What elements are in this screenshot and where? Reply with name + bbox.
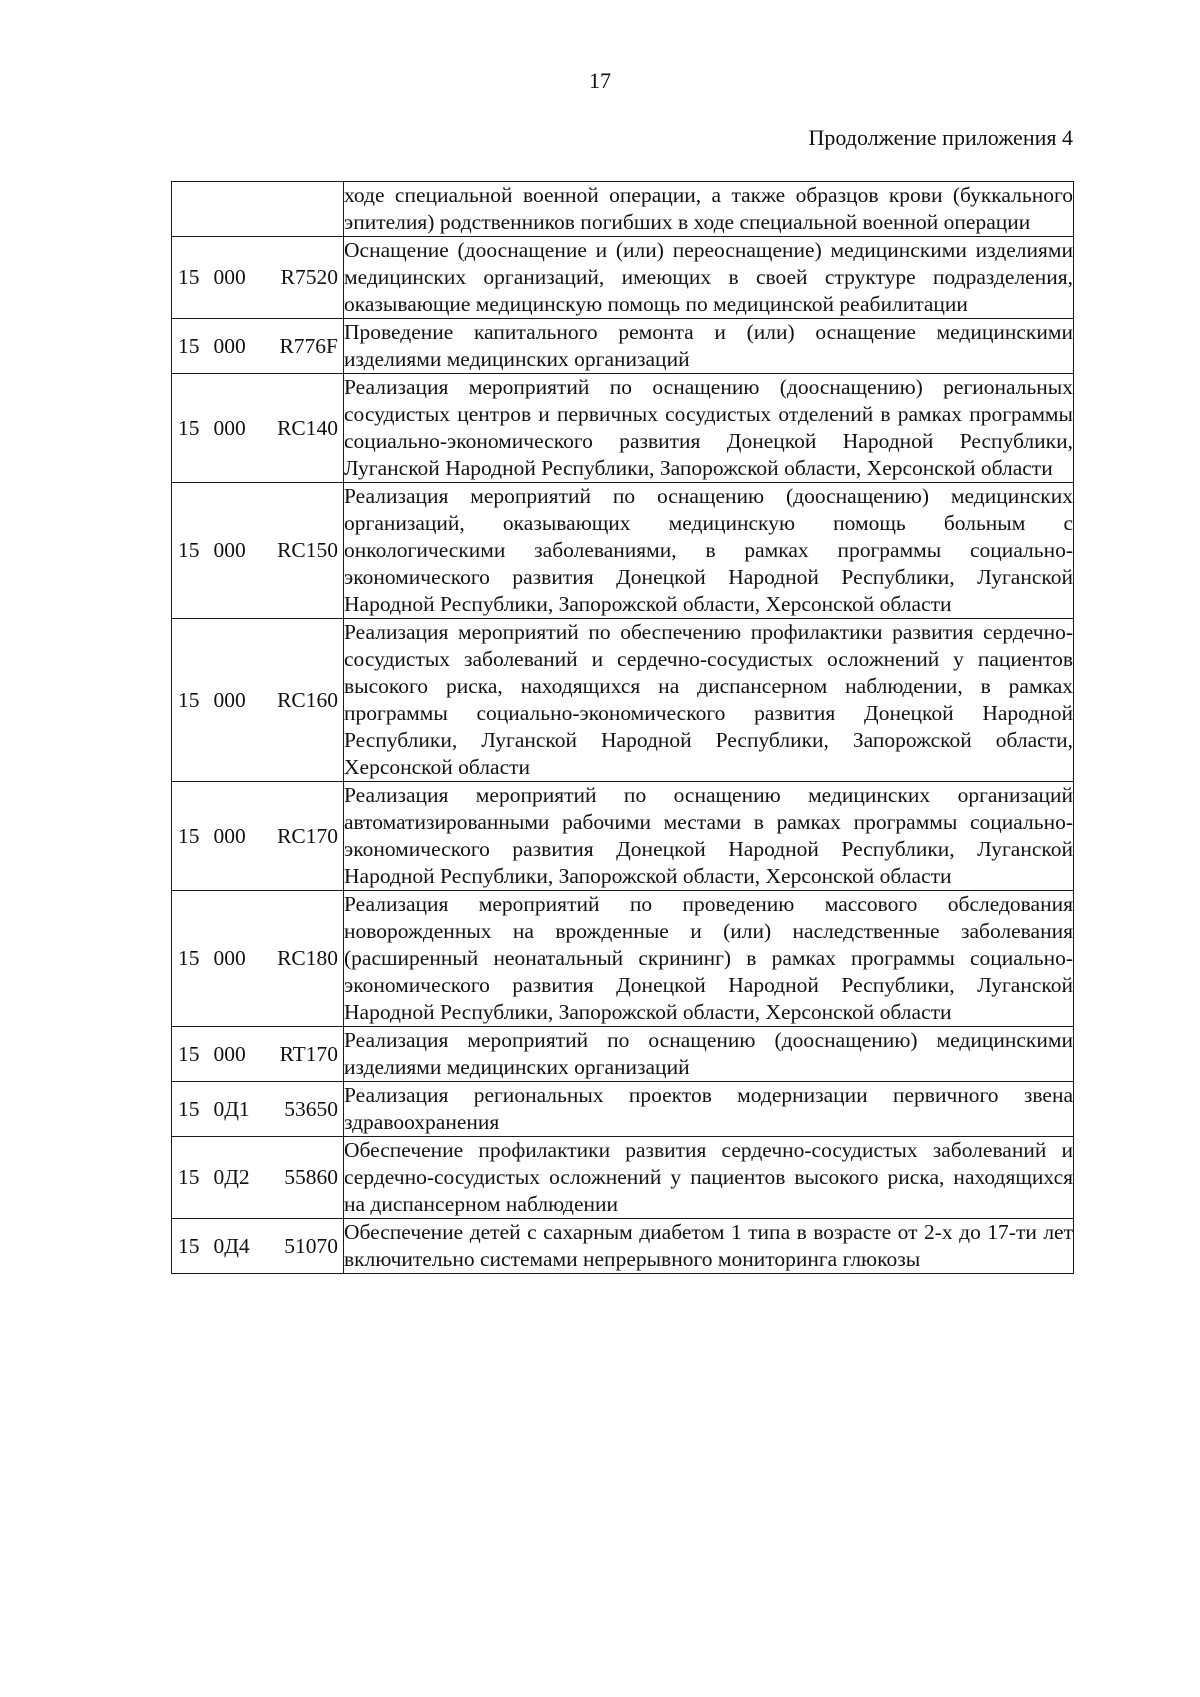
code-program: 15 xyxy=(178,1096,200,1121)
budget-code xyxy=(172,1164,343,1191)
description-cell: Проведение капитального ремонта и (или) оснащение медицинскими изделиями медицинских организаций xyxy=(344,319,1074,374)
code-program: 15 xyxy=(178,687,200,712)
table-row xyxy=(172,319,1074,374)
code-prefix xyxy=(178,823,246,850)
code-prefix xyxy=(178,415,246,442)
code-direction: 51070 xyxy=(284,1233,338,1258)
code-cell xyxy=(172,182,344,237)
description-cell: Реализация мероприятий по оснащению медицинских организаций автоматизированными рабочими местами в рамках программы социально-экономического развития Донецкой Народной Республики, Луганской Народной Республики, Запорожской области, Херсонской области xyxy=(344,782,1074,891)
code-subprogram: 0Д1 xyxy=(213,1096,250,1121)
budget-code xyxy=(172,687,343,714)
code-prefix xyxy=(178,687,246,714)
description-cell: Реализация региональных проектов модернизации первичного звена здравоохранения xyxy=(344,1082,1074,1137)
code-prefix xyxy=(178,1041,246,1068)
code-cell xyxy=(172,374,344,483)
description-cell: Обеспечение детей с сахарным диабетом 1 типа в возрасте от 2-х до 17-ти лет включительно системами непрерывного мониторинга глюкозы xyxy=(344,1219,1074,1274)
code-cell xyxy=(172,782,344,891)
code-program: 15 xyxy=(178,538,200,562)
budget-code xyxy=(172,945,343,972)
code-subprogram: 0Д2 xyxy=(213,1165,250,1189)
description-cell: Оснащение (дооснащение и (или) переоснащение) медицинскими изделиями медицинских организаций, имеющих в своей структуре подразделения, оказывающие медицинскую помощь по медицинской реабилитации xyxy=(344,237,1074,319)
code-subprogram: 000 xyxy=(213,823,246,848)
code-subprogram: 000 xyxy=(213,687,246,712)
code-direction: R776F xyxy=(279,333,338,358)
code-program: 15 xyxy=(178,1165,200,1189)
code-cell xyxy=(172,483,344,619)
code-cell xyxy=(172,237,344,319)
code-subprogram: 000 xyxy=(213,333,246,358)
budget-code xyxy=(172,1041,343,1068)
code-cell xyxy=(172,1082,344,1137)
budget-code xyxy=(172,1096,343,1123)
code-direction: 53650 xyxy=(284,1096,338,1121)
code-direction: RT170 xyxy=(279,1041,338,1066)
code-prefix xyxy=(178,945,246,972)
budget-code xyxy=(172,264,343,291)
budget-code xyxy=(172,415,343,442)
code-cell xyxy=(172,891,344,1027)
code-program: 15 xyxy=(178,1041,200,1066)
code-prefix xyxy=(178,333,246,360)
table-row xyxy=(172,1219,1074,1274)
code-program: 15 xyxy=(178,823,200,848)
table-row xyxy=(172,1082,1074,1137)
code-cell xyxy=(172,1027,344,1082)
code-program: 15 xyxy=(178,946,200,970)
code-program: 15 xyxy=(178,265,200,289)
code-direction: RC170 xyxy=(277,823,338,848)
code-program: 15 xyxy=(178,333,200,358)
code-cell xyxy=(172,619,344,782)
code-direction: RC140 xyxy=(277,415,338,440)
budget-codes-table xyxy=(171,181,1074,1274)
code-cell xyxy=(172,319,344,374)
description-cell: Реализация мероприятий по оснащению (дооснащению) медицинскими изделиями медицинских организаций xyxy=(344,1027,1074,1082)
code-direction: RC150 xyxy=(277,538,338,562)
code-subprogram: 000 xyxy=(213,1041,246,1066)
code-prefix xyxy=(178,1233,250,1260)
table-row xyxy=(172,782,1074,891)
code-program: 15 xyxy=(178,415,200,440)
code-subprogram: 000 xyxy=(213,265,246,289)
table-row xyxy=(172,891,1074,1027)
table-row xyxy=(172,1137,1074,1219)
code-program: 15 xyxy=(178,1233,200,1258)
continuation-caption: Продолжение приложения 4 xyxy=(808,125,1073,150)
description-cell: Реализация мероприятий по проведению массового обследования новорожденных на врожденные и (или) наследственные заболевания (расширенный неонатальный скрининг) в рамках программы социально-экономического развития Донецкой Народной Республики, Луганской Народной Республики, Запорожской области, Херсонской области xyxy=(344,891,1074,1027)
code-prefix xyxy=(178,264,246,291)
code-direction: RC180 xyxy=(277,946,338,970)
table-row xyxy=(172,237,1074,319)
code-prefix xyxy=(178,1164,250,1191)
code-subprogram: 000 xyxy=(213,538,246,562)
code-cell xyxy=(172,1219,344,1274)
code-subprogram: 000 xyxy=(213,946,246,970)
budget-code xyxy=(172,1233,343,1260)
code-direction: 55860 xyxy=(284,1165,338,1189)
description-cell: Обеспечение профилактики развития сердечно-сосудистых заболеваний и сердечно-сосудистых осложнений у пациентов высокого риска, находящихся на диспансерном наблюдении xyxy=(344,1137,1074,1219)
code-direction: R7520 xyxy=(280,265,338,289)
budget-code xyxy=(172,823,343,850)
code-cell xyxy=(172,1137,344,1219)
budget-code xyxy=(172,333,343,360)
description-cell: Реализация мероприятий по оснащению (дооснащению) медицинских организаций, оказывающих медицинскую помощь больным с онкологическими заболеваниями, в рамках программы социально-экономического развития Донецкой Народной Республики, Луганской Народной Республики, Запорожской области, Херсонской области xyxy=(344,483,1074,619)
code-prefix xyxy=(178,1096,250,1123)
code-subprogram: 000 xyxy=(213,415,246,440)
code-prefix xyxy=(178,537,246,564)
table-row xyxy=(172,374,1074,483)
table-row xyxy=(172,619,1074,782)
code-direction: RC160 xyxy=(277,687,338,712)
description-cell: Реализация мероприятий по обеспечению профилактики развития сердечно-сосудистых заболеваний и сердечно-сосудистых осложнений у пациентов высокого риска, находящихся на диспансерном наблюдении, в рамках программы социально-экономического развития Донецкой Народной Республики, Луганской Народной Республики, Запорожской области, Херсонской области xyxy=(344,619,1074,782)
table-row xyxy=(172,182,1074,237)
table-row xyxy=(172,483,1074,619)
description-cell: ходе специальной военной операции, а также образцов крови (буккального эпителия) родственников погибших в ходе специальной военной операции xyxy=(344,182,1074,237)
page-number: 17 xyxy=(589,68,611,93)
code-subprogram: 0Д4 xyxy=(213,1233,250,1258)
budget-code xyxy=(172,537,343,564)
table-row xyxy=(172,1027,1074,1082)
description-cell: Реализация мероприятий по оснащению (дооснащению) региональных сосудистых центров и первичных сосудистых отделений в рамках программы социально-экономического развития Донецкой Народной Республики, Луганской Народной Республики, Запорожской области, Херсонской области xyxy=(344,374,1074,483)
